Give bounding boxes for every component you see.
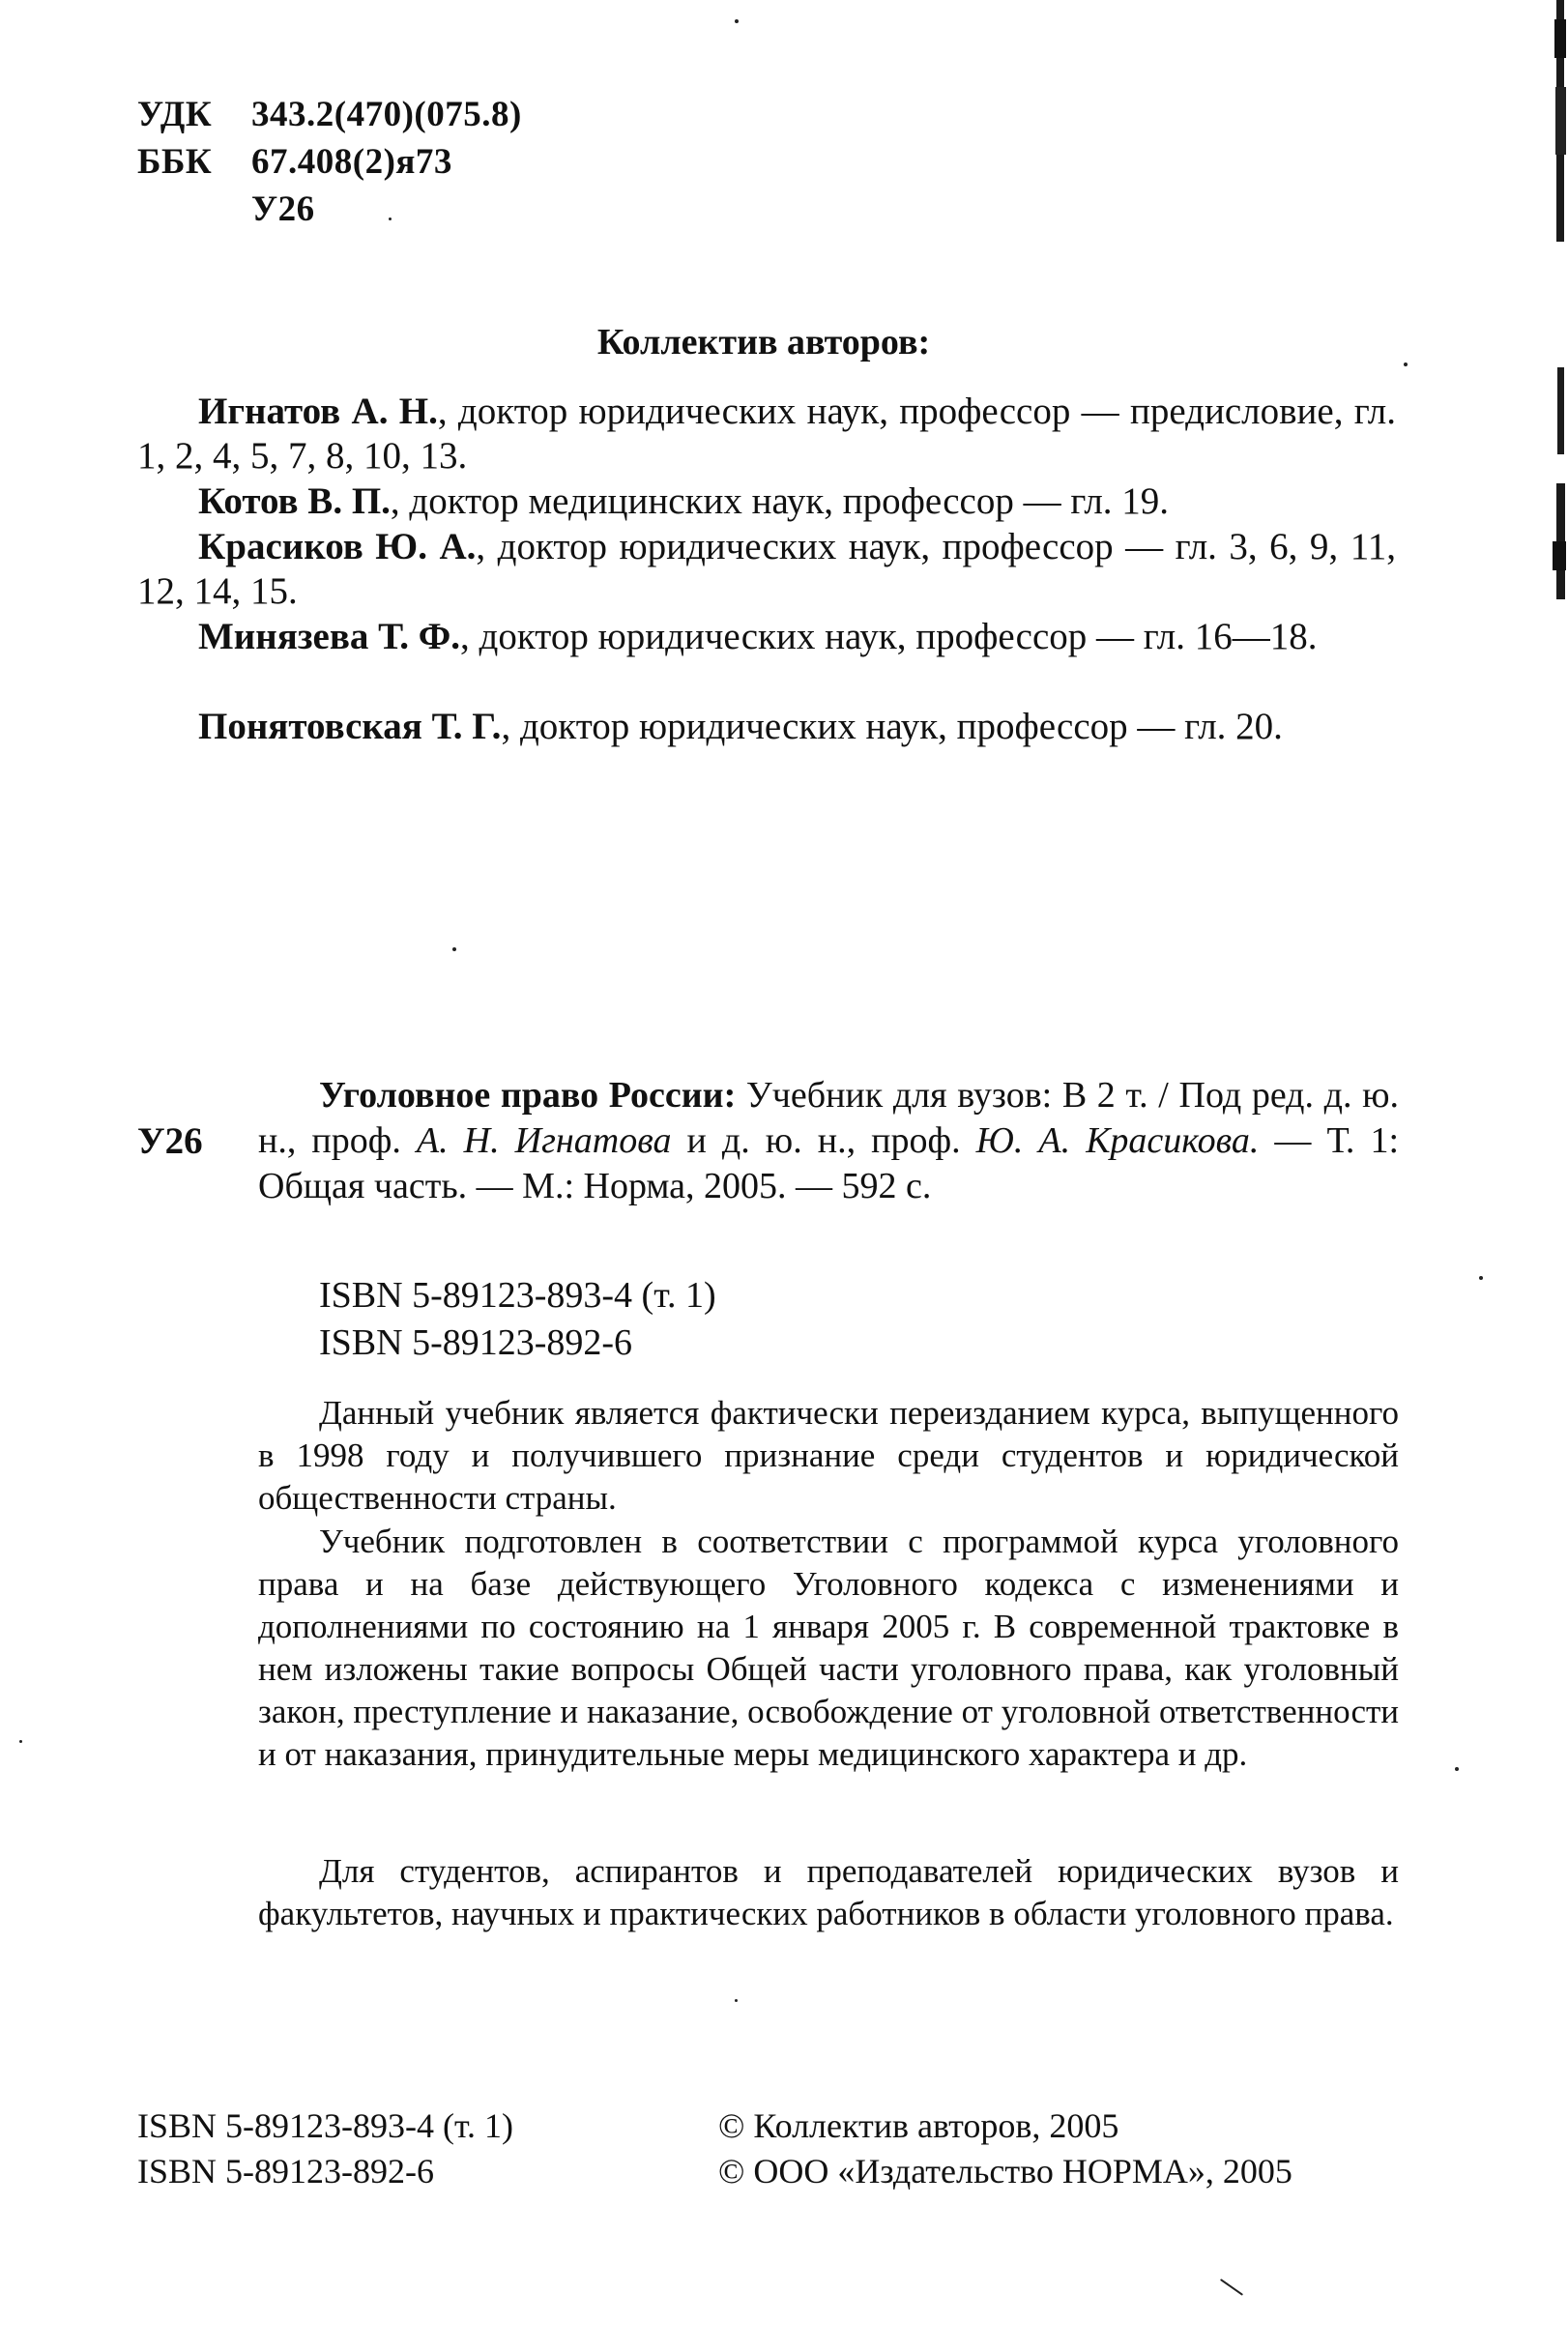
scan-speck	[1220, 2278, 1243, 2296]
author-entry	[137, 705, 1396, 749]
catalog-entry	[258, 1073, 1399, 1209]
annotation-text: Для студентов, аспирантов и преподавателей юридических вузов и факультетов, научных и практических работников в области уголовного права.	[258, 1852, 1399, 1932]
catalog-title: Уголовное право России:	[319, 1075, 737, 1116]
author-name: Игнатов А. Н.	[198, 391, 438, 432]
bbk-line	[137, 144, 452, 180]
bbk-label: ББК	[137, 142, 213, 182]
authors-heading: Коллектив авторов:	[596, 322, 931, 363]
author-name: Котов В. П.	[198, 480, 391, 522]
annotation-text: Учебник подготовлен в соответствии с программой курса уголовного права и на базе действующего Уголовного кодекса с изменениями и дополнениями по состоянию на 1 января 2005 г. В современной трактовке в нем изложены такие вопросы Общей части уголовного права, как уголовный закон, преступление и наказание, освобождение от уголовной ответственности и от наказания, принудительные меры медицинского характера и др.	[258, 1523, 1399, 1773]
author-name: Красиков Ю. А.	[198, 526, 477, 567]
annotation-paragraph	[258, 1521, 1399, 1776]
catalog-desc-2: и д. ю. н., проф.	[671, 1120, 976, 1161]
bbk-value: 67.408(2)я73	[251, 142, 452, 182]
footer-copyright-1: © Коллектив авторов, 2005	[718, 2106, 1119, 2145]
author-mark-value: У26	[251, 189, 315, 229]
catalog-isbn-2: ISBN 5-89123-892-6	[319, 1322, 633, 1363]
udk-line	[137, 97, 522, 132]
author-role: , доктор юридических наук, профессор — гл. 3, 6, 9, 11, 12, 14, 15.	[137, 526, 1396, 612]
catalog-editor-1: А. Н. Игнатова	[416, 1120, 672, 1161]
annotation-paragraph	[258, 1392, 1399, 1520]
catalog-isbn-1: ISBN 5-89123-893-4 (т. 1)	[319, 1275, 716, 1316]
author-entry	[137, 525, 1396, 614]
annotation-text: Данный учебник является фактически переизданием курса, выпущенного в 1998 году и получившего признание среди студентов и юридической общественности страны.	[258, 1394, 1399, 1517]
author-entry	[137, 390, 1396, 479]
author-role: , доктор юридических наук, профессор — гл. 16—18.	[460, 616, 1318, 657]
footer-isbn-1: ISBN 5-89123-893-4 (т. 1)	[137, 2106, 513, 2145]
scan-speck	[735, 1999, 738, 2002]
catalog-desc-1: Учебник для вузов: В 2 т. / Под ред. д. ю. н., проф.	[258, 1075, 1400, 1161]
catalog-desc-3: — Т. 1: Общая часть. — М.: Норма, 2005. — 592 с.	[258, 1120, 1400, 1206]
udk-value: 343.2(470)(075.8)	[251, 95, 522, 134]
footer-copyright-2: © ООО «Издательство НОРМА», 2005	[718, 2152, 1292, 2190]
scan-speck	[1479, 1276, 1483, 1280]
annotation-paragraph	[258, 1850, 1399, 1935]
catalog-editor-2: Ю. А. Красикова.	[975, 1120, 1260, 1161]
scan-speck	[389, 218, 392, 220]
author-name: Минязева Т. Ф.	[198, 616, 461, 657]
scan-speck	[19, 1740, 22, 1743]
scan-speck	[1404, 363, 1408, 366]
author-entry	[137, 479, 1396, 524]
author-role: , доктор медицинских наук, профессор — гл. 19.	[390, 480, 1170, 522]
author-mark	[251, 191, 315, 227]
author-name: Понятовская Т. Г.	[198, 706, 502, 747]
author-role: , доктор юридических наук, профессор — гл. 20.	[501, 706, 1283, 747]
footer-isbn-2: ISBN 5-89123-892-6	[137, 2152, 434, 2190]
catalog-code: У26	[137, 1120, 203, 1162]
scan-speck	[452, 947, 456, 951]
scan-speck	[1455, 1767, 1459, 1771]
scan-speck	[735, 19, 739, 23]
scan-edge-artifact	[1545, 0, 1568, 638]
author-entry	[137, 615, 1396, 659]
author-role: , доктор юридических наук, профессор — предисловие, гл. 1, 2, 4, 5, 7, 8, 10, 13.	[137, 391, 1396, 477]
udk-label: УДК	[137, 95, 213, 134]
